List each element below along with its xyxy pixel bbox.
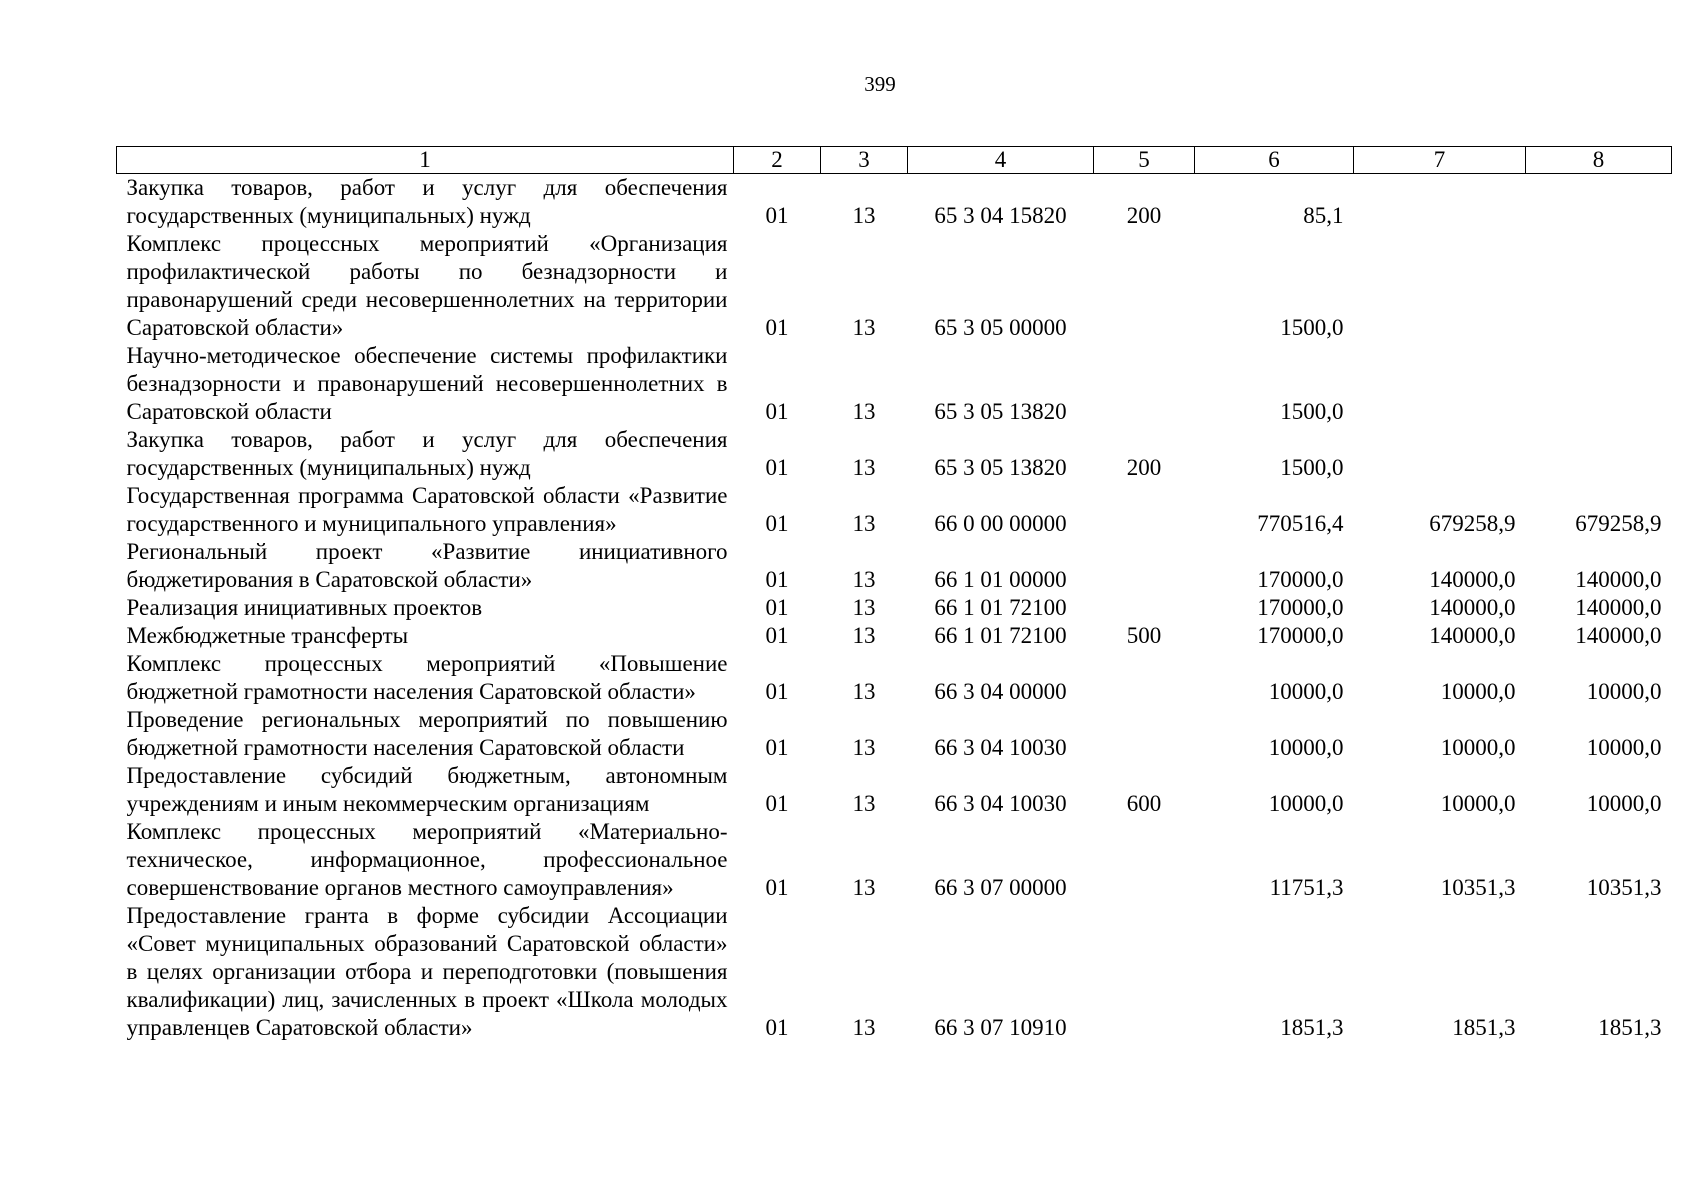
- cell-target-code: 65 3 05 13820: [934, 399, 1067, 424]
- cell-section: 01: [765, 679, 789, 704]
- row-name: Реализация инициативных проектов: [126, 595, 483, 620]
- table-row: [117, 818, 1672, 902]
- cell-expense-type: [1094, 818, 1195, 902]
- column-header-6: 6: [1195, 147, 1354, 174]
- cell-section: 01: [765, 567, 789, 592]
- cell-subsection: 13: [852, 875, 876, 900]
- cell-expense-type: [1094, 230, 1195, 342]
- cell-expense-type: [1094, 482, 1195, 538]
- cell-target-code: 66 3 04 10030: [934, 791, 1067, 816]
- cell-section: 01: [765, 623, 789, 648]
- budget-table: [116, 146, 1672, 1042]
- cell-expense-type: [1094, 902, 1195, 1042]
- cell-amount-6: 10000,0: [1268, 679, 1344, 704]
- cell-subsection: 13: [852, 679, 876, 704]
- row-name: Региональный проект «Развитие инициативного бюджетирования в Саратовской области»: [126, 539, 728, 592]
- cell-expense-type: 600: [1126, 791, 1162, 816]
- cell-target-code: 66 3 07 10910: [934, 1015, 1067, 1040]
- cell-amount-6: 770516,4: [1257, 511, 1344, 536]
- cell-amount-6: 170000,0: [1257, 595, 1344, 620]
- cell-target-code: 65 3 05 00000: [934, 315, 1067, 340]
- cell-amount-7: 140000,0: [1429, 567, 1516, 592]
- cell-amount-7: 10000,0: [1440, 735, 1516, 760]
- row-name: Закупка товаров, работ и услуг для обеспечения государственных (муниципальных) нужд: [126, 427, 728, 480]
- table-row: [117, 174, 1672, 231]
- cell-target-code: 66 1 01 00000: [934, 567, 1067, 592]
- row-name: Государственная программа Саратовской области «Развитие государственного и муниципального управления»: [126, 483, 728, 536]
- cell-amount-7: 10000,0: [1440, 679, 1516, 704]
- cell-subsection: 13: [852, 595, 876, 620]
- cell-amount-6: 170000,0: [1257, 567, 1344, 592]
- cell-expense-type: 500: [1126, 623, 1162, 648]
- cell-amount-6: 85,1: [1303, 203, 1344, 228]
- cell-section: 01: [765, 1015, 789, 1040]
- table-row: [117, 706, 1672, 762]
- table-row: [117, 650, 1672, 706]
- cell-amount-6: 1500,0: [1280, 399, 1344, 424]
- table-row: [117, 538, 1672, 594]
- cell-subsection: 13: [852, 511, 876, 536]
- cell-amount-8: [1526, 174, 1672, 231]
- table-row: [117, 902, 1672, 1042]
- cell-subsection: 13: [852, 567, 876, 592]
- row-name: Комплекс процессных мероприятий «Организация профилактической работы по безнадзорности и правонарушений среди несовершеннолетних на территории Саратовской области»: [126, 231, 728, 340]
- cell-amount-8: 10000,0: [1586, 791, 1662, 816]
- column-header-5: 5: [1094, 147, 1195, 174]
- cell-subsection: 13: [852, 399, 876, 424]
- table-row: [117, 594, 1672, 622]
- cell-section: 01: [765, 875, 789, 900]
- cell-amount-6: 11751,3: [1269, 875, 1344, 900]
- column-header-1: 1: [117, 147, 734, 174]
- cell-amount-8: [1526, 426, 1672, 482]
- cell-amount-8: 140000,0: [1575, 623, 1662, 648]
- cell-target-code: 65 3 05 13820: [934, 455, 1067, 480]
- row-name: Проведение региональных мероприятий по повышению бюджетной грамотности населения Саратовской области: [126, 707, 728, 760]
- cell-amount-7: [1354, 342, 1526, 426]
- cell-amount-8: 679258,9: [1575, 511, 1662, 536]
- cell-amount-8: 140000,0: [1575, 595, 1662, 620]
- cell-section: 01: [765, 203, 789, 228]
- row-name: Комплекс процессных мероприятий «Материально-техническое, информационное, профессиональное совершенствование органов местного самоуправления»: [126, 819, 728, 900]
- cell-amount-7: 10351,3: [1440, 875, 1516, 900]
- cell-section: 01: [765, 315, 789, 340]
- cell-amount-8: 1851,3: [1598, 1015, 1662, 1040]
- table-row: [117, 482, 1672, 538]
- cell-expense-type: [1094, 594, 1195, 622]
- header-row: [117, 147, 1672, 174]
- row-name: Комплекс процессных мероприятий «Повышение бюджетной грамотности населения Саратовской области»: [126, 651, 728, 704]
- table-row: [117, 622, 1672, 650]
- cell-expense-type: [1094, 538, 1195, 594]
- table-row: [117, 342, 1672, 426]
- row-name: Научно-методическое обеспечение системы профилактики безнадзорности и правонарушений несовершеннолетних в Саратовской области: [126, 343, 728, 424]
- cell-amount-7: [1354, 174, 1526, 231]
- column-header-2: 2: [734, 147, 821, 174]
- cell-target-code: 66 1 01 72100: [934, 623, 1067, 648]
- cell-target-code: 66 0 00 00000: [934, 511, 1067, 536]
- cell-expense-type: [1094, 706, 1195, 762]
- cell-amount-8: [1526, 230, 1672, 342]
- cell-subsection: 13: [852, 1015, 876, 1040]
- cell-amount-6: 170000,0: [1257, 623, 1344, 648]
- column-header-3: 3: [821, 147, 908, 174]
- cell-subsection: 13: [852, 203, 876, 228]
- cell-section: 01: [765, 455, 789, 480]
- row-name: Предоставление субсидий бюджетным, автономным учреждениям и иным некоммерческим организациям: [126, 763, 728, 816]
- cell-amount-6: 10000,0: [1268, 791, 1344, 816]
- cell-expense-type: 200: [1126, 455, 1162, 480]
- cell-amount-7: 10000,0: [1440, 791, 1516, 816]
- cell-amount-7: 140000,0: [1429, 595, 1516, 620]
- cell-section: 01: [765, 511, 789, 536]
- page-number: 399: [864, 72, 896, 96]
- cell-target-code: 66 3 04 10030: [934, 735, 1067, 760]
- cell-amount-7: [1354, 426, 1526, 482]
- cell-target-code: 65 3 04 15820: [934, 203, 1067, 228]
- table-row: [117, 230, 1672, 342]
- row-name: Межбюджетные трансферты: [126, 623, 409, 648]
- cell-target-code: 66 3 07 00000: [934, 875, 1067, 900]
- column-header-7: 7: [1354, 147, 1526, 174]
- cell-section: 01: [765, 791, 789, 816]
- cell-amount-6: 1500,0: [1280, 315, 1344, 340]
- cell-subsection: 13: [852, 455, 876, 480]
- cell-amount-8: 10000,0: [1586, 735, 1662, 760]
- cell-amount-6: 10000,0: [1268, 735, 1344, 760]
- row-name: Закупка товаров, работ и услуг для обеспечения государственных (муниципальных) нужд: [126, 175, 728, 228]
- table-row: [117, 426, 1672, 482]
- cell-amount-7: [1354, 230, 1526, 342]
- cell-amount-6: 1851,3: [1280, 1015, 1344, 1040]
- cell-section: 01: [765, 399, 789, 424]
- cell-expense-type: [1094, 650, 1195, 706]
- cell-subsection: 13: [852, 623, 876, 648]
- cell-amount-8: 10000,0: [1586, 679, 1662, 704]
- cell-amount-8: [1526, 342, 1672, 426]
- cell-target-code: 66 3 04 00000: [934, 679, 1067, 704]
- cell-amount-8: 10351,3: [1586, 875, 1662, 900]
- cell-amount-7: 1851,3: [1452, 1015, 1516, 1040]
- cell-section: 01: [765, 595, 789, 620]
- column-header-4: 4: [908, 147, 1094, 174]
- cell-section: 01: [765, 735, 789, 760]
- cell-subsection: 13: [852, 735, 876, 760]
- cell-amount-7: 679258,9: [1429, 511, 1516, 536]
- cell-expense-type: 200: [1126, 203, 1162, 228]
- cell-amount-8: 140000,0: [1575, 567, 1662, 592]
- cell-amount-6: 1500,0: [1280, 455, 1344, 480]
- column-header-8: 8: [1526, 147, 1672, 174]
- cell-subsection: 13: [852, 315, 876, 340]
- cell-expense-type: [1094, 342, 1195, 426]
- table-row: [117, 762, 1672, 818]
- row-name: Предоставление гранта в форме субсидии Ассоциации «Совет муниципальных образований Саратовской области» в целях организации отбора и переподготовки (повышения квалификации) лиц, зачисленных в проект «Школа молодых управленцев Саратовской области»: [126, 903, 728, 1040]
- cell-amount-7: 140000,0: [1429, 623, 1516, 648]
- cell-subsection: 13: [852, 791, 876, 816]
- cell-target-code: 66 1 01 72100: [934, 595, 1067, 620]
